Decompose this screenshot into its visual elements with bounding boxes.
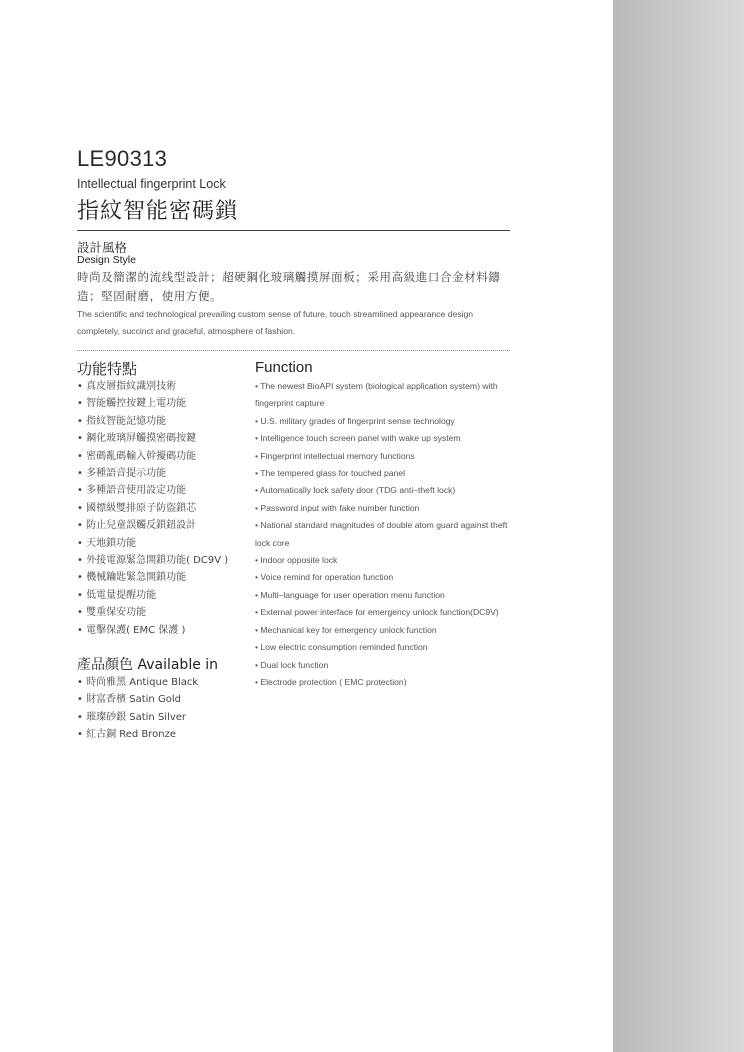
features-list-cn [77,378,228,639]
design-style-heading-cn: 設計風格 [77,240,128,255]
list-item: • Voice remind for operation function [255,572,394,583]
side-gray-band [613,0,744,1052]
list-item: • The tempered glass for touched panel [255,468,405,479]
title-divider [77,230,510,231]
list-item: • 鋼化玻璃屏觸摸密碼按鍵 [77,433,197,445]
list-item: • 時尚雅黑 Antique Black [77,677,199,688]
colors-heading: 產品顏色 Available in [77,657,219,673]
list-item: • The newest BioAPI system (biological application system) with fingerprint capture [255,381,498,409]
product-title-cn: 指紋智能密碼鎖 [77,199,239,224]
list-item: • 天地鎖功能 [77,537,137,549]
design-style-heading-en: Design Style [77,254,136,266]
list-item: • Fingerprint intellectual memory functions [255,450,415,461]
list-item: • Automatically lock safety door (TDG anti–theft lock) [255,485,456,496]
list-item: • 機械鑰匙緊急開鎖功能 [77,572,187,584]
list-item: • 多種語音提示功能 [77,468,167,480]
list-item: • Indoor opposite lock [255,555,338,566]
list-item: • 財富香檳 Satin Gold [77,694,181,706]
list-item: • Intelligence touch screen panel with wake up system [255,433,461,444]
design-style-text-cn: 時尚及簡潔的流线型設計；超硬鋼化玻璃觸摸屏面板；采用高級進口合金材料鑄造；堅固耐磨，使用方便。 [77,270,501,303]
list-item: • 璀璨砂銀 Satin Silver [77,711,187,723]
list-item: • Low electric consumption reminded function [255,642,428,653]
list-item: • Electrode protection ( EMC protection) [255,676,407,687]
list-item: • 多種語音使用設定功能 [77,485,187,497]
features-heading-en: Function [255,359,313,376]
list-item: • 智能觸控按鍵上電功能 [77,398,187,410]
section-divider [77,350,510,351]
list-item: • Password input with fake number function [255,502,420,513]
list-item: • Multi–language for user operation menu function [255,589,445,600]
list-item: • 外接電源緊急開鎖功能( DC9V ) [77,555,229,567]
features-heading-cn: 功能特點 [77,360,138,378]
list-item: • 真皮層指紋識別技術 [77,381,177,392]
design-style-text-en: The scientific and technological prevailing custom sense of future, touch streamlined appearance design completely, succinct and graceful, atmosphere of fashion. [77,309,474,336]
list-item: • 雙重保安功能 [77,607,147,619]
list-item: • 國標級雙排原子防盜鎖芯 [77,502,197,514]
list-item: • 低電量提醒功能 [77,589,157,601]
list-item: • Mechanical key for emergency unlock function [255,624,437,635]
product-subtitle: Intellectual fingerprint Lock [77,177,226,191]
model-number: LE90313 [77,146,168,171]
list-item: • 電擊保護( EMC 保護 ) [77,624,186,636]
list-item: • 密碼亂碼輸入幹擾碼功能 [77,450,197,462]
list-item: • 紅古銅 Red Bronze [77,729,177,741]
features-list-en [255,378,517,691]
list-item: • National standard magnitudes of double atom guard against theft lock core [255,520,508,548]
list-item: • Dual lock function [255,659,329,670]
list-item: • External power interface for emergency unlock function(DC9V) [255,607,499,618]
list-item: • 防止兒童誤觸反鎖鈕設計 [77,520,197,532]
list-item: • 指紋智能記憶功能 [77,415,167,427]
colors-list [77,674,198,744]
list-item: • U.S. military grades of fingerprint sense technology [255,415,455,426]
